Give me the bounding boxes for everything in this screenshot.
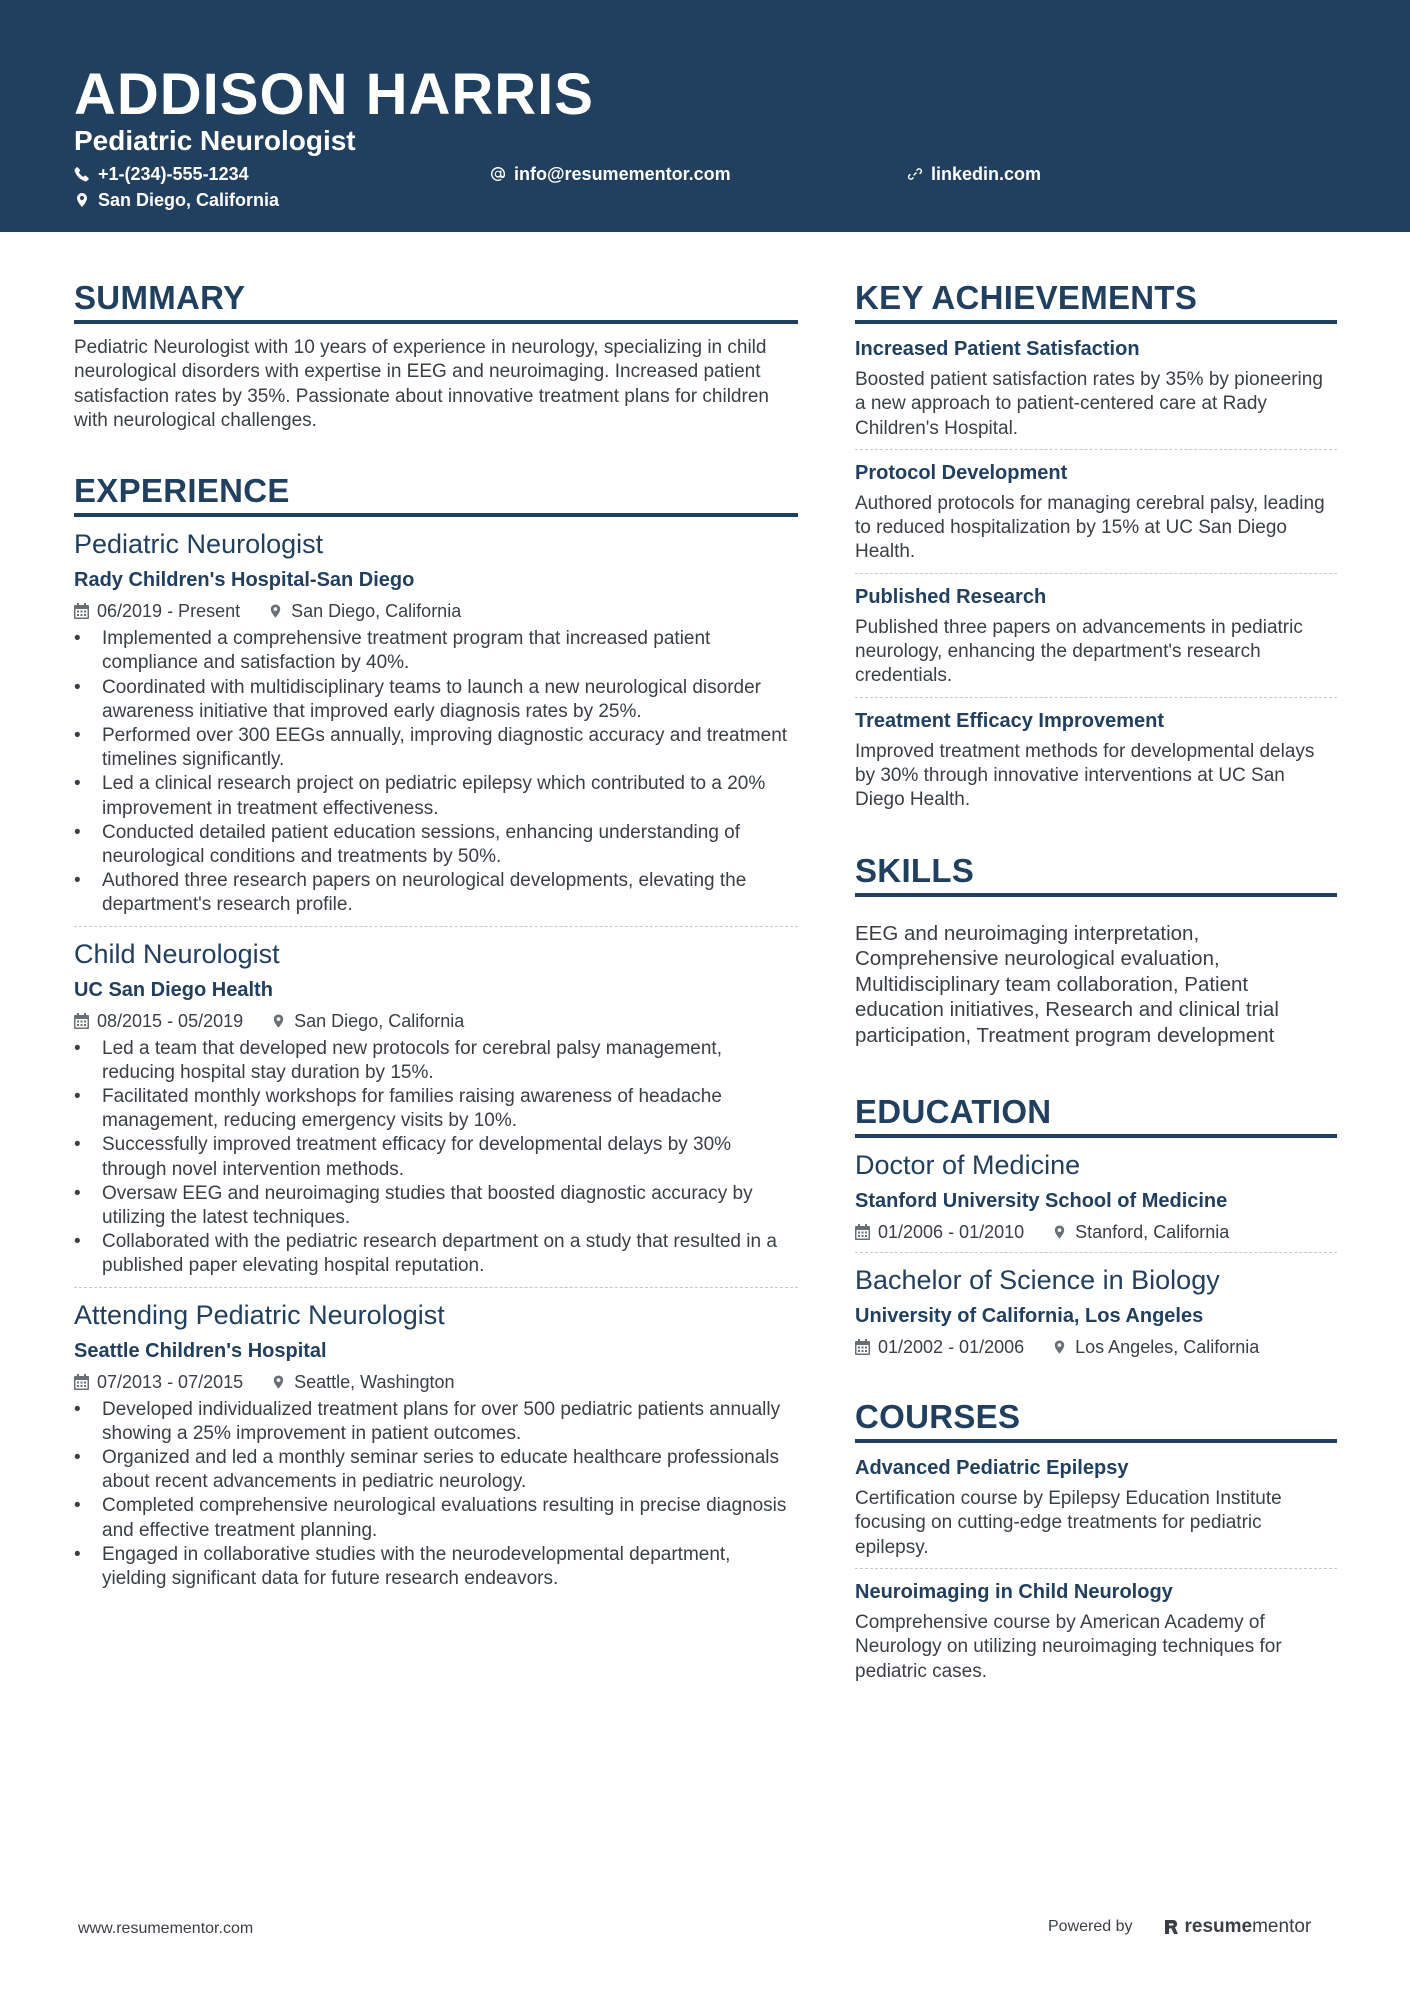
courses-section <box>855 1397 1337 1684</box>
date-range: 08/2015 - 05/2019 <box>97 1010 244 1031</box>
candidate-role: Pediatric Neurologist <box>74 125 356 156</box>
footer-url[interactable]: www.resumementor.com <box>78 1920 254 1937</box>
brand-name-light: mentor <box>1252 1916 1312 1937</box>
course-item <box>855 1579 1337 1684</box>
achievements-list <box>855 336 1337 813</box>
calendar-icon <box>74 603 89 619</box>
summary-heading: SUMMARY <box>74 278 798 324</box>
date-range: 06/2019 - Present <box>97 601 241 622</box>
achievement-title: Increased Patient Satisfaction <box>855 338 1140 360</box>
divider <box>855 449 1337 450</box>
school-name: University of California, Los Angeles <box>855 1305 1204 1328</box>
bullet-item: • Facilitated monthly workshops for families raising awareness of headache management, reducing emergency visits by 10%. <box>74 1085 798 1133</box>
bullet-item: • Oversaw EEG and neuroimaging studies that boosted diagnostic accuracy by utilizing the latest techniques. <box>74 1182 798 1230</box>
at-icon <box>490 166 506 182</box>
employer-name: Seattle Children's Hospital <box>74 1339 327 1362</box>
education-heading: EDUCATION <box>855 1092 1337 1138</box>
date-range: 07/2013 - 07/2015 <box>97 1371 244 1392</box>
right-column <box>855 278 1337 1684</box>
job-title: Pediatric Neurologist <box>74 529 324 560</box>
bullet-item: • Developed individualized treatment plans for over 500 pediatric patients annually showing a 25% improvement in patient outcomes. <box>74 1398 798 1446</box>
bullet-item: • Collaborated with the pediatric research department on a study that resulted in a published paper elevating hospital reputation. <box>74 1230 798 1278</box>
summary-section <box>74 278 798 433</box>
courses-heading: COURSES <box>855 1397 1337 1443</box>
achievement-item <box>855 584 1337 689</box>
job-bullets <box>74 1398 798 1592</box>
bullet-item: • Organized and led a monthly seminar series to educate healthcare professionals about recent advancements in pediatric neurology. <box>74 1446 798 1494</box>
summary-text: Pediatric Neurologist with 10 years of experience in neurology, specializing in child neurological disorders with expertise in EEG and neuroimaging. Increased patient satisfaction rates by 35%. Passionate about innovative treatment plans for children with neurological challenges. <box>74 337 769 431</box>
calendar-icon <box>855 1224 870 1240</box>
map-pin-icon <box>74 192 90 208</box>
job-entry <box>74 1298 798 1592</box>
achievement-item <box>855 460 1337 565</box>
achievement-title: Treatment Efficacy Improvement <box>855 709 1164 732</box>
bullet-item: • Successfully improved treatment efficacy for developmental delays by 30% through novel intervention methods. <box>74 1133 798 1181</box>
bullet-item: • Implemented a comprehensive treatment program that increased patient compliance and satisfaction by 40%. <box>74 627 798 675</box>
experience-list <box>74 527 798 1591</box>
education-item <box>855 1148 1337 1244</box>
achievement-title: Protocol Development <box>855 461 1068 484</box>
meta-row <box>855 1335 1337 1359</box>
contact-linkedin[interactable] <box>907 162 1041 186</box>
course-item <box>855 1455 1337 1560</box>
course-text: Comprehensive course by American Academy of Neurology on utilizing neuroimaging techniques for pediatric cases. <box>855 1611 1282 1682</box>
job-bullets <box>74 1037 798 1279</box>
achievement-text: Boosted patient satisfaction rates by 35% by pioneering a new approach to patient-centered care at Rady Children's Hospital. <box>855 369 1323 439</box>
meta-row <box>855 1220 1337 1244</box>
achievement-text: Improved treatment methods for developmental delays by 30% through innovative interventions at UC San Diego Health. <box>855 740 1315 811</box>
bullet-item: • Completed comprehensive neurological evaluations resulting in precise diagnosis and effective treatment planning. <box>74 1494 798 1542</box>
meta-row <box>74 1370 798 1394</box>
school-name: Stanford University School of Medicine <box>855 1190 1228 1213</box>
map-pin-icon <box>1052 1224 1067 1240</box>
achievement-text: Published three papers on advancements in pediatric neurology, enhancing the department's research credentials. <box>855 616 1303 687</box>
map-pin-icon <box>268 603 283 619</box>
date-range: 01/2006 - 01/2010 <box>878 1222 1025 1243</box>
experience-heading: EXPERIENCE <box>74 471 798 517</box>
divider <box>855 1568 1337 1569</box>
contact-phone[interactable] <box>74 162 249 186</box>
employer-name: UC San Diego Health <box>74 978 273 1001</box>
bullet-item: • Led a clinical research project on pediatric epilepsy which contributed to a 20% improvement in treatment effectiveness. <box>74 772 798 820</box>
course-text: Certification course by Epilepsy Education Institute focusing on cutting-edge treatments for pediatric epilepsy. <box>855 1488 1282 1558</box>
achievement-text: Authored protocols for managing cerebral palsy, leading to reduced hospitalization by 15% at UC San Diego Health. <box>855 492 1325 563</box>
location: San Diego, California <box>294 1010 465 1031</box>
achievement-item <box>855 336 1337 441</box>
candidate-name: ADDISON HARRIS <box>74 62 594 127</box>
contact-email[interactable] <box>490 162 731 186</box>
resume-header <box>0 0 1410 232</box>
job-title: Attending Pediatric Neurologist <box>74 1299 445 1330</box>
date-range: 01/2002 - 01/2006 <box>878 1337 1025 1358</box>
achievement-title: Published Research <box>855 585 1047 608</box>
calendar-icon <box>855 1339 870 1355</box>
meta-row <box>74 1009 798 1033</box>
map-pin-icon <box>271 1013 286 1029</box>
brand-logo[interactable] <box>1163 1916 1312 1938</box>
powered-by-label: Powered by <box>1048 1918 1133 1935</box>
bullet-item: • Authored three research papers on neurological developments, elevating the department's research profile. <box>74 869 798 917</box>
bullet-item: • Performed over 300 EEGs annually, improving diagnostic accuracy and treatment timelines significantly. <box>74 724 798 772</box>
contact-location <box>74 188 279 212</box>
divider <box>855 697 1337 698</box>
left-column <box>74 278 798 1591</box>
achievements-section <box>855 278 1337 813</box>
achievements-heading: KEY ACHIEVEMENTS <box>855 278 1337 324</box>
skills-section <box>855 851 1337 1049</box>
education-list <box>855 1148 1337 1359</box>
map-pin-icon <box>271 1374 286 1390</box>
bullet-item: • Coordinated with multidisciplinary teams to launch a new neurological disorder awareness initiative that improved early diagnosis rates by 25%. <box>74 676 798 724</box>
location: Los Angeles, California <box>1075 1337 1260 1358</box>
bullet-item: • Conducted detailed patient education sessions, enhancing understanding of neurological conditions and treatments by 50%. <box>74 821 798 869</box>
skills-text: EEG and neuroimaging interpretation, Comprehensive neurological evaluation, Multidisciplinary team collaboration, Patient education initiatives, Research and clinical trial participation, Treatment program development <box>855 921 1279 1047</box>
brand-logo-icon <box>1163 1918 1179 1936</box>
contact-location-text: San Diego, California <box>98 190 280 210</box>
location: San Diego, California <box>291 601 462 622</box>
location: Stanford, California <box>1075 1222 1230 1243</box>
employer-name: Rady Children's Hospital-San Diego <box>74 569 415 592</box>
contact-linkedin-text: linkedin.com <box>931 164 1042 184</box>
job-entry <box>74 937 798 1279</box>
calendar-icon <box>74 1374 89 1390</box>
calendar-icon <box>74 1013 89 1029</box>
course-title: Neuroimaging in Child Neurology <box>855 1580 1173 1603</box>
degree-title: Bachelor of Science in Biology <box>855 1265 1220 1296</box>
bullet-item: • Engaged in collaborative studies with the neurodevelopmental department, yielding significant data for future research endeavors. <box>74 1543 798 1591</box>
job-entry <box>74 527 798 917</box>
location: Seattle, Washington <box>294 1371 455 1392</box>
courses-list <box>855 1455 1337 1684</box>
contact-phone-text: +1-(234)-555-1234 <box>98 164 249 184</box>
footer-brand <box>1048 1916 1311 1938</box>
divider <box>74 926 798 927</box>
phone-icon <box>74 166 90 182</box>
divider <box>74 1287 798 1288</box>
job-title: Child Neurologist <box>74 938 280 969</box>
achievement-item <box>855 708 1337 813</box>
link-icon <box>907 166 923 182</box>
map-pin-icon <box>1052 1339 1067 1355</box>
meta-row <box>74 599 798 623</box>
job-bullets <box>74 627 798 917</box>
contact-email-text: info@resumementor.com <box>514 164 731 184</box>
divider <box>855 1252 1337 1253</box>
experience-section <box>74 471 798 1591</box>
skills-heading: SKILLS <box>855 851 1337 897</box>
education-item <box>855 1263 1337 1359</box>
course-title: Advanced Pediatric Epilepsy <box>855 1457 1129 1480</box>
bullet-item: • Led a team that developed new protocols for cerebral palsy management, reducing hospital stay duration by 15%. <box>74 1037 798 1085</box>
education-section <box>855 1092 1337 1359</box>
degree-title: Doctor of Medicine <box>855 1150 1081 1181</box>
divider <box>855 573 1337 574</box>
brand-name-bold: resume <box>1184 1916 1253 1937</box>
